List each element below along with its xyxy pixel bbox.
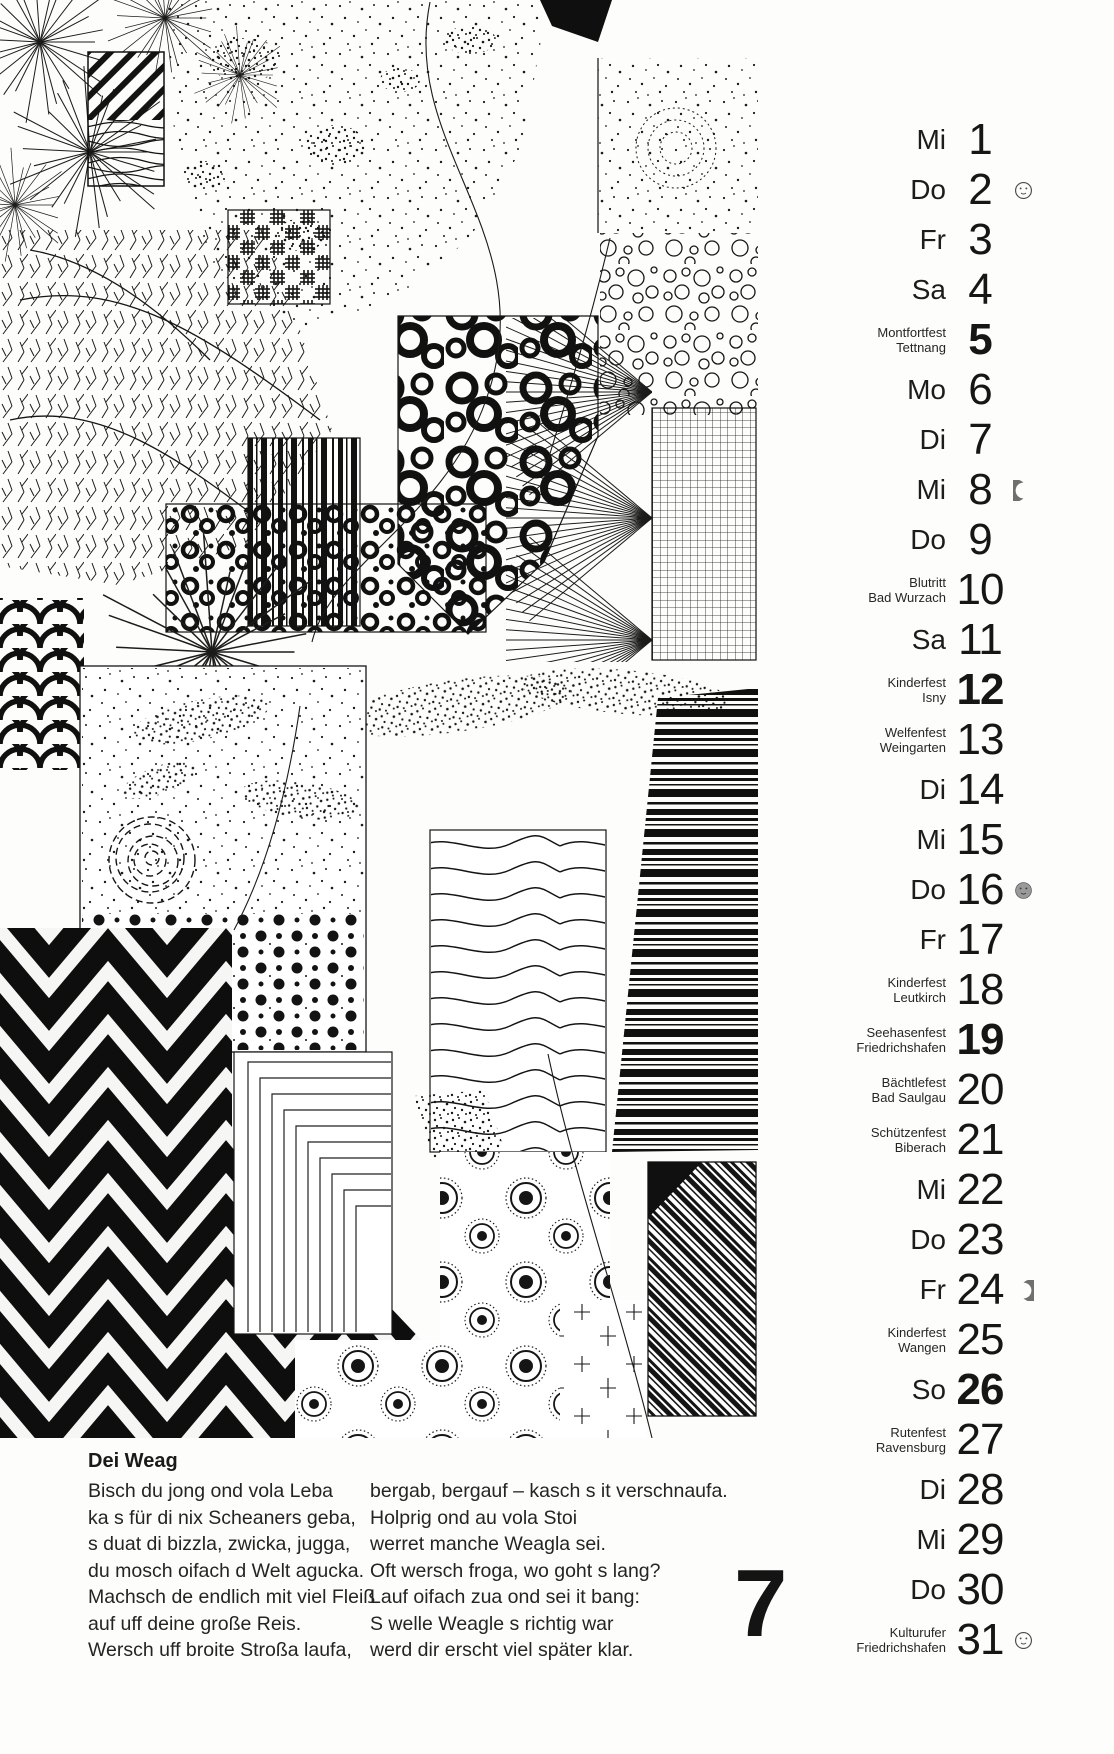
poem-block [88,1450,768,1664]
day-number: 1 [968,115,992,164]
weekday-label: Di [919,424,946,455]
festival-label: Welfenfest [884,724,946,740]
day-number: 28 [956,1465,1004,1514]
month-number: 7 [734,1550,788,1657]
festival-label: Kinderfest [887,1324,946,1340]
weekday-label: Mi [916,1174,946,1205]
festival-label: Schützenfest [870,1124,946,1140]
calendar-day-25 [660,1315,1114,1365]
day-number: 12 [956,665,1004,714]
day-number: 7 [968,415,992,464]
moon-slot [1013,1378,1041,1402]
day-label [660,325,946,356]
day-number: 23 [956,1215,1004,1264]
poem-column-2 [370,1478,728,1664]
day-label [660,474,946,506]
poem-line: auf uff deine große Reis. [88,1612,302,1635]
poem-line: bergab, bergauf – kasch s it verschnaufa. [370,1480,728,1502]
poem-line: Bisch du jong ond vola Leba [88,1480,334,1502]
poem-line: s duat di bizzla, zwicka, jugga, [88,1533,351,1555]
calendar-day-21 [660,1115,1114,1165]
day-number: 2 [968,165,992,214]
festival-label: Bad Wurzach [868,590,946,605]
poem-line: werd dir erscht viel später klar. [370,1639,634,1661]
weekday-label: Mi [916,1524,946,1555]
day-label [660,124,946,156]
moon-slot [1013,978,1041,1002]
day-number: 27 [956,1415,1004,1464]
weekday-label: Fr [919,1274,946,1305]
calendar-day-14 [660,765,1114,815]
moon-slot [1013,578,1041,602]
festival-label: Biberach [894,1140,946,1155]
day-label [660,1125,946,1156]
festival-label: Kinderfest [887,674,946,690]
weekday-label: Do [910,1224,946,1255]
day-label [660,174,946,206]
calendar-day-26 [660,1365,1114,1415]
day-label [660,1224,946,1256]
day-number: 13 [956,715,1004,764]
weekday-label: Mi [916,474,946,505]
weekday-label: Mo [907,374,946,405]
weekday-label: Do [910,174,946,205]
moon-slot [1013,1078,1041,1102]
poem-line: Machsch de endlich mit viel Fleiß [88,1586,376,1608]
moon-slot [1013,1128,1041,1152]
calendar-day-19 [660,1015,1114,1065]
day-number: 9 [968,515,992,564]
weekday-label: Sa [911,274,946,305]
day-label [660,874,946,906]
moon-slot [1013,778,1041,802]
festival-label: Kulturufer [889,1624,946,1640]
day-number: 30 [956,1565,1004,1614]
moon-slot [1013,1478,1041,1502]
new-moon-icon [1013,880,1034,901]
weekday-label: Do [910,1574,946,1605]
calendar-day-23 [660,1215,1114,1265]
moon-slot [1013,1328,1041,1352]
poem-line: Wersch uff broite Stroßa laufa, [88,1639,352,1661]
day-number: 3 [968,215,992,264]
weekday-label: Mi [916,124,946,155]
poem-line: werret manche Weagla sei. [370,1533,606,1555]
day-label [660,1325,946,1356]
festival-label: Bächtlefest [881,1074,946,1090]
calendar-day-3 [660,215,1114,265]
day-number: 29 [956,1515,1004,1564]
day-number: 8 [968,465,992,514]
weekday-label: Fr [919,924,946,955]
day-label [660,274,946,306]
moon-slot [1013,328,1041,352]
weekday-label: Do [910,524,946,555]
calendar-day-4 [660,265,1114,315]
day-label [660,1174,946,1206]
festival-label: Isny [922,690,946,705]
calendar-day-11 [660,615,1114,665]
day-label [660,675,946,706]
day-number: 20 [956,1065,1004,1114]
calendar-day-2 [660,165,1114,215]
calendar-day-10 [660,565,1114,615]
festival-label: Montfortfest [877,324,946,340]
moon-slot [1013,478,1041,502]
day-number: 15 [956,815,1004,864]
moon-slot [1013,878,1041,902]
day-label [660,224,946,256]
day-number: 25 [956,1315,1004,1364]
festival-label: Ravensburg [875,1440,946,1455]
calendar-day-17 [660,915,1114,965]
poem-line: Oft wersch froga, wo goht s lang? [370,1559,661,1582]
day-number: 24 [956,1265,1004,1314]
day-number: 21 [956,1115,1004,1164]
day-number: 22 [956,1165,1004,1214]
calendar-day-9 [660,515,1114,565]
day-label [660,575,946,606]
weekday-label: Di [919,774,946,805]
poem-line: ka s für di nix Scheaners geba, [88,1506,356,1529]
day-number: 4 [968,265,992,314]
day-label [660,1274,946,1306]
moon-slot [1013,1028,1041,1052]
day-number: 16 [956,865,1004,914]
moon-slot [1013,1178,1041,1202]
poem-line: S welle Weagle s richtig war [370,1612,614,1635]
moon-slot [1013,278,1041,302]
calendar-day-20 [660,1065,1114,1115]
calendar-day-13 [660,715,1114,765]
moon-slot [1013,228,1041,252]
calendar-day-22 [660,1165,1114,1215]
day-number: 26 [956,1365,1004,1414]
day-number: 5 [968,315,992,364]
poem-line: Lauf oifach zua ond sei it bang: [370,1586,640,1608]
festival-label: Wangen [898,1340,946,1355]
festival-label: Friedrichshafen [856,1040,946,1055]
day-label [660,824,946,856]
calendar-day-5 [660,315,1114,365]
moon-slot [1013,428,1041,452]
festival-label: Weingarten [879,740,946,755]
weekday-label: Sa [911,624,946,655]
day-label [660,1374,946,1406]
day-number: 11 [958,615,1002,664]
moon-slot [1013,178,1041,202]
calendar-day-15 [660,815,1114,865]
day-number: 19 [956,1015,1004,1064]
calendar-day-24 [660,1265,1114,1315]
calendar-day-18 [660,965,1114,1015]
day-number: 17 [956,915,1004,964]
poem-line: Holprig ond au vola Stoi [370,1506,578,1529]
festival-label: Friedrichshafen [856,1640,946,1655]
festival-label: Bad Saulgau [871,1090,946,1105]
day-label [660,1075,946,1106]
poem-line: du mosch oifach d Welt agucka. [88,1559,365,1582]
first-quarter-moon-icon [1013,1280,1034,1301]
festival-label: Leutkirch [893,990,946,1005]
full-moon-icon [1013,1630,1034,1651]
calendar-day-12 [660,665,1114,715]
calendar-day-6 [660,365,1114,415]
calendar-day-8 [660,465,1114,515]
day-label [660,774,946,806]
weekday-label: Do [910,874,946,905]
moon-slot [1013,678,1041,702]
poem-title: Dei Weag [88,1450,178,1472]
calendar-day-7 [660,415,1114,465]
moon-slot [1013,1578,1041,1602]
calendar-day-16 [660,865,1114,915]
day-number: 31 [956,1615,1004,1664]
last-quarter-moon-icon [1013,480,1034,501]
festival-label: Seehasenfest [866,1024,946,1040]
day-label [660,975,946,1006]
day-number: 6 [968,365,992,414]
festival-label: Blutritt [909,574,946,590]
moon-slot [1013,628,1041,652]
day-label [660,374,946,406]
festival-label: Rutenfest [890,1424,946,1440]
poem-column-1 [88,1478,376,1664]
festival-label: Kinderfest [887,974,946,990]
weekday-label: Fr [919,224,946,255]
weekday-label: Mi [916,824,946,855]
day-label [660,1025,946,1056]
day-label [660,524,946,556]
moon-slot [1013,1278,1041,1302]
moon-slot [1013,1628,1041,1652]
moon-slot [1013,378,1041,402]
day-label [660,924,946,956]
weekday-label: Di [919,1474,946,1505]
day-label [660,424,946,456]
moon-slot [1013,828,1041,852]
moon-slot [1013,128,1041,152]
day-label [660,624,946,656]
moon-slot [1013,928,1041,952]
moon-slot [1013,728,1041,752]
day-label [660,725,946,756]
moon-slot [1013,1528,1041,1552]
calendar-day-1 [660,115,1114,165]
festival-label: Tettnang [896,340,946,355]
full-moon-icon [1013,180,1034,201]
moon-slot [1013,1428,1041,1452]
day-number: 14 [956,765,1004,814]
moon-slot [1013,528,1041,552]
day-number: 18 [956,965,1004,1014]
day-number: 10 [956,565,1004,614]
weekday-label: So [911,1374,946,1405]
moon-slot [1013,1228,1041,1252]
